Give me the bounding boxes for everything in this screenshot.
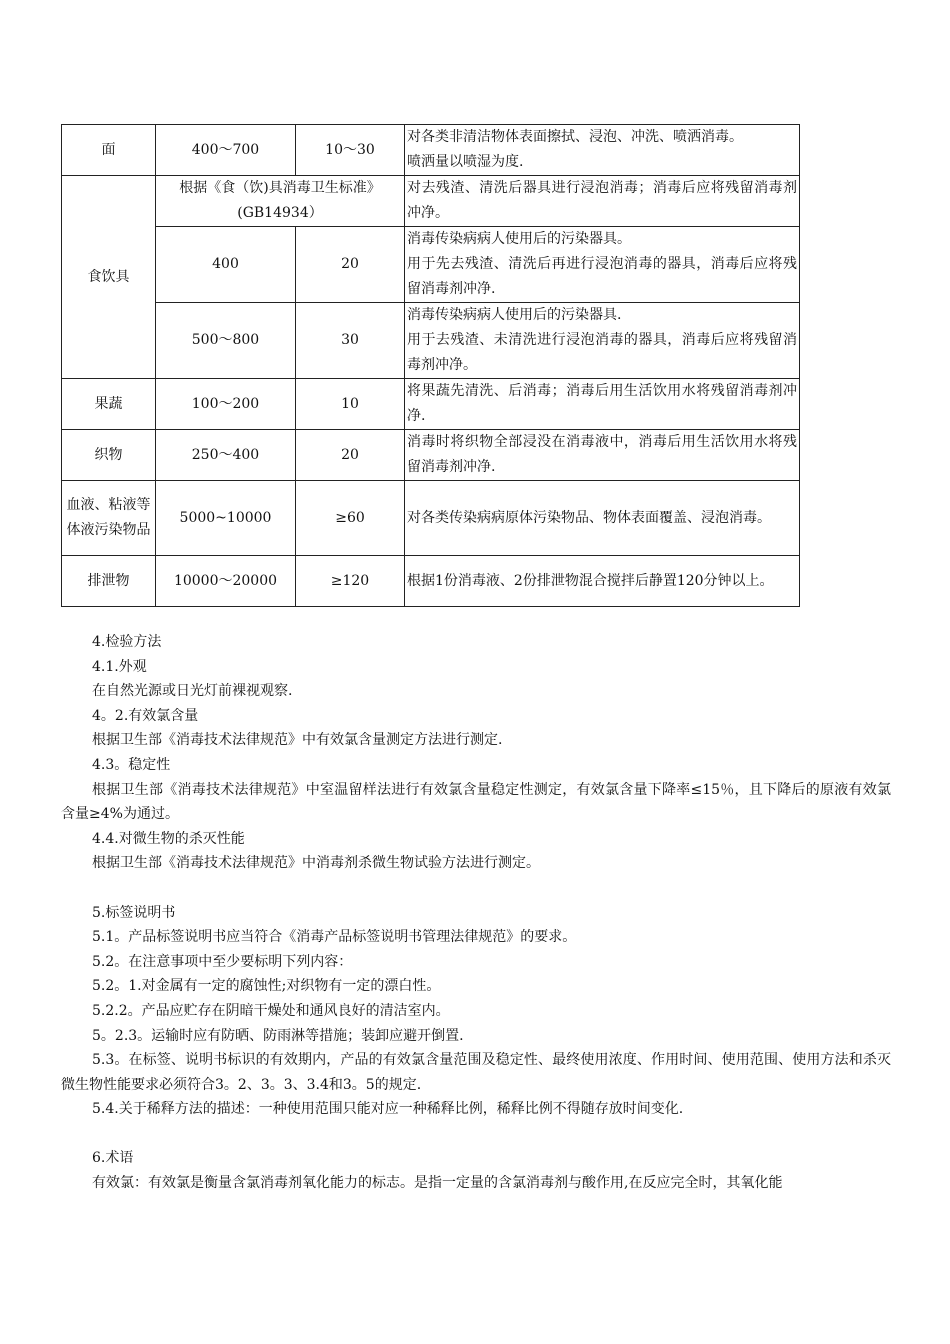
paragraph: 5.2。1.对金属有一定的腐蚀性;对织物有一定的漂白性。: [92, 978, 441, 995]
table-row: [62, 556, 800, 607]
description-line: 消毒传染病病人使用后的污染器具。: [407, 231, 631, 247]
description-line: 根据1份消毒液、2份排泄物混合搅拌后静置120分钟以上。: [407, 572, 774, 589]
description-line: 消毒时将织物全部浸没在消毒液中，消毒后用生活饮用水将残留消毒剂冲净.: [407, 434, 797, 475]
paragraph: 5.4.关于稀释方法的描述：一种使用范围只能对应一种稀释比例，稀释比例不得随存放时间变化.: [92, 1101, 684, 1118]
description-line: 对各类传染病病原体污染物品、物体表面覆盖、浸泡消毒。: [407, 509, 771, 526]
disinfection-usage-table: [61, 124, 800, 607]
table-cell-time: 20: [296, 430, 405, 481]
table-cell-description: [405, 481, 800, 556]
table-cell-concentration: 10000～20000: [156, 556, 296, 607]
description-line: 用于去残渣、未清洗进行浸泡消毒的器具，消毒后应将残留消毒剂冲净。: [407, 332, 797, 373]
table-cell-concentration: 400: [156, 227, 296, 303]
subsection-heading: 4.1.外观: [92, 658, 147, 675]
description-line: 喷洒量以喷湿为度.: [407, 154, 524, 170]
table-cell-object: 果蔬: [62, 379, 156, 430]
paragraph: 在自然光源或日光灯前裸视观察.: [92, 683, 293, 700]
table-cell-concentration: 400～700: [156, 125, 296, 176]
table-cell-time: 10: [296, 379, 405, 430]
paragraph: 5.1。产品标签说明书应当符合《消毒产品标签说明书管理法律规范》的要求。: [92, 929, 577, 946]
table-row: [62, 379, 800, 430]
table-row: [62, 227, 800, 303]
section-heading: 6.术语: [92, 1150, 134, 1167]
blank-line: [61, 1122, 891, 1147]
description-line: 用于先去残渣、清洗后再进行浸泡消毒的器具，消毒后应将残留消毒剂冲净.: [407, 256, 797, 297]
table-cell-time: ≥120: [296, 556, 405, 607]
table-cell-description: [405, 430, 800, 481]
table-cell-description: [405, 125, 800, 176]
table-cell-object: 面: [62, 125, 156, 176]
table-cell-object: 血液、粘液等体液污染物品: [62, 481, 156, 556]
table-cell-concentration: 500～800: [156, 303, 296, 379]
table-cell-object: 排泄物: [62, 556, 156, 607]
section-heading: 5.标签说明书: [92, 904, 176, 921]
table-cell-description: [405, 227, 800, 303]
paragraph: 有效氯：有效氯是衡量含氯消毒剂氧化能力的标志。是指一定量的含氯消毒剂与酸作用,在反应完全时，其氧化能: [92, 1175, 783, 1192]
table-cell-description: [405, 303, 800, 379]
table-cell-description: [405, 556, 800, 607]
table-row: [62, 176, 800, 227]
subsection-heading: 4。2.有效氯含量: [92, 707, 199, 724]
paragraph: 根据卫生部《消毒技术法律规范》中室温留样法进行有效氯含量稳定性测定，有效氯含量下降率≤15％，且下降后的原液有效氯含量≥4%为通过。: [61, 781, 891, 823]
table-row: [62, 430, 800, 481]
table-cell-description: [405, 379, 800, 430]
table-cell-object: 食饮具: [62, 176, 156, 379]
table-cell-description: [405, 176, 800, 227]
table-cell-time: ≥60: [296, 481, 405, 556]
subsection-heading: 4.4.对微生物的杀灭性能: [92, 830, 245, 847]
paragraph: 5.2.2。产品应贮存在阴暗干燥处和通风良好的清洁室内。: [92, 1002, 450, 1019]
table-cell-object: 织物: [62, 430, 156, 481]
paragraph: 5.3。在标签、说明书标识的有效期内，产品的有效氯含量范围及稳定性、最终使用浓度、作用时间、使用范围、使用方法和杀灭微生物性能要求必须符合3。2、3。3、3.4和3。5的规定.: [61, 1052, 891, 1093]
table-cell-concentration: 100～200: [156, 379, 296, 430]
blank-line: [61, 876, 891, 901]
table-row: [62, 303, 800, 379]
paragraph: 5。2.3。运输时应有防晒、防雨淋等措施；装卸应避开倒置.: [92, 1027, 464, 1044]
description-line: 将果蔬先清洗、后消毒；消毒后用生活饮用水将残留消毒剂冲净.: [407, 383, 797, 424]
table-cell-time: 10～30: [296, 125, 405, 176]
description-line: 对去残渣、清洗后器具进行浸泡消毒；消毒后应将残留消毒剂冲净。: [407, 180, 797, 221]
description-line: 消毒传染病病人使用后的污染器具.: [407, 307, 622, 323]
subsection-heading: 4.3。稳定性: [92, 756, 171, 773]
paragraph: 5.2。在注意事项中至少要标明下列内容：: [92, 953, 353, 970]
body-text: [61, 630, 891, 1196]
description-line: 对各类非清洁物体表面擦拭、浸泡、冲洗、喷洒消毒。: [407, 129, 743, 145]
table-cell-concentration: 250～400: [156, 430, 296, 481]
paragraph: 根据卫生部《消毒技术法律规范》中有效氯含量测定方法进行测定.: [92, 732, 503, 749]
section-heading: 4.检验方法: [92, 634, 162, 650]
table-cell-time: 20: [296, 227, 405, 303]
table-cell-concentration: 5000~10000: [156, 481, 296, 556]
table-cell-time: 30: [296, 303, 405, 379]
paragraph: 根据卫生部《消毒技术法律规范》中消毒剂杀微生物试验方法进行测定。: [92, 855, 540, 872]
table-row: [62, 481, 800, 556]
table-row: [62, 125, 800, 176]
table-cell-standard-reference: 根据《食（饮)具消毒卫生标准》(GB14934）: [156, 176, 405, 227]
